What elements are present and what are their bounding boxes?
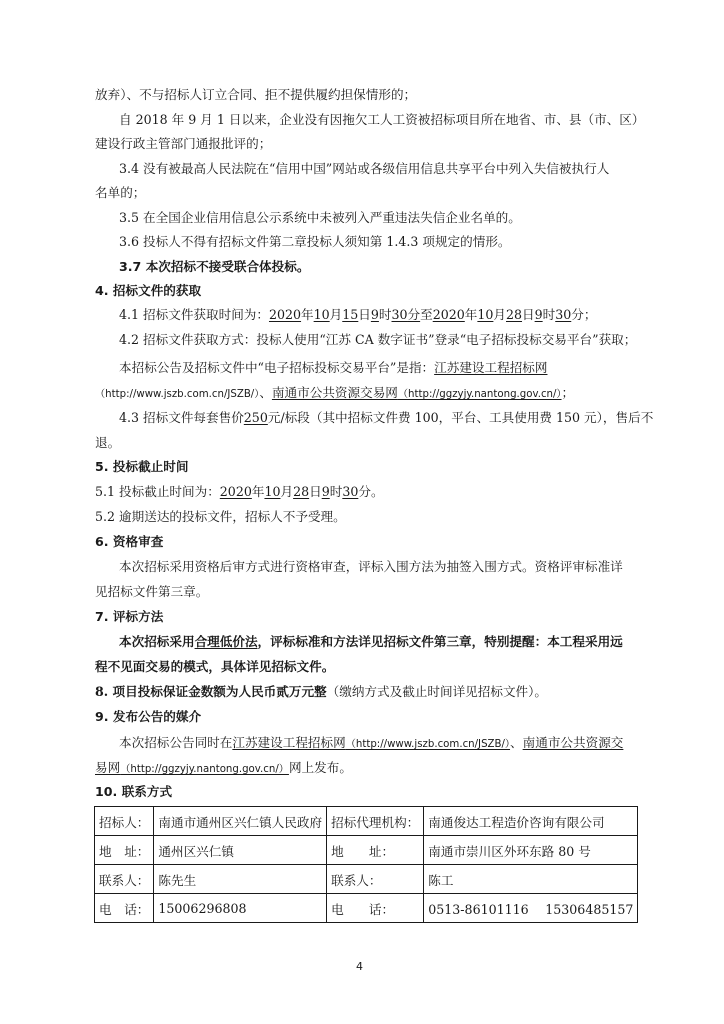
cell-value: 南通市通州区兴仁镇人民政府 bbox=[154, 807, 327, 836]
cell-label: 招标人： bbox=[95, 807, 154, 836]
nantong-link[interactable]: 南通市公共资源交 bbox=[522, 735, 624, 750]
cell-value: 0513-86101116 15306485157 bbox=[424, 894, 638, 923]
text-line: 3.6 投标人不得有招标文件第二章投标人须知第 1.4.3 项规定的情形。 bbox=[119, 234, 511, 249]
cell-label: 联系人： bbox=[327, 865, 424, 894]
text-line-bold: 3.7 本次招标不接受联合体投标。 bbox=[119, 259, 310, 274]
cell-value: 南通市崇川区外环东路 80 号 bbox=[424, 836, 638, 865]
cell-value: 陈先生 bbox=[154, 865, 327, 894]
cell-value: 陈工 bbox=[424, 865, 638, 894]
page-number: 4 bbox=[356, 960, 363, 973]
s7-p2: 程不见面交易的模式，具体详见招标文件。 bbox=[95, 659, 335, 674]
s4-p3: 本招标公告及招标文件中“电子招标投标交易平台”是指：江苏建设工程招标网 bbox=[119, 360, 548, 375]
s6-p2: 见招标文件第三章。 bbox=[95, 584, 209, 599]
table-row bbox=[95, 836, 638, 865]
s4-p4: 4.3 招标文件每套售价250元/标段（其中招标文件费 100，平台、工具使用费 150 元），售后不 bbox=[119, 410, 654, 425]
cell-label: 联系人： bbox=[95, 865, 154, 894]
table-row bbox=[95, 807, 638, 836]
text-line: 放弃）、不与招标人订立合同、拒不提供履约担保情形的； bbox=[95, 87, 417, 102]
cell-value: 通州区兴仁镇 bbox=[154, 836, 327, 865]
cell-value: 15006296808 bbox=[154, 894, 327, 923]
section-heading: 5. 投标截止时间 bbox=[95, 459, 189, 474]
nantong-link[interactable]: 南通市公共资源交易网 bbox=[271, 385, 398, 400]
s6-p1: 本次招标采用资格后审方式进行资格审查，评标入围方法为抽签入围方式。资格评审标准详 bbox=[119, 559, 623, 574]
section-heading: 10. 联系方式 bbox=[95, 784, 173, 799]
cell-label: 招标代理机构： bbox=[327, 807, 424, 836]
text-line: 建设行政主管部门通报批评的； bbox=[95, 136, 272, 151]
table-row bbox=[95, 865, 638, 894]
s4-p4-cont: 退。 bbox=[95, 435, 121, 450]
s4-p2: 4.2 招标文件获取方式：投标人使用“江苏 CA 数字证书”登录“电子招标投标交易平台”获取； bbox=[119, 332, 637, 347]
text-line: 名单的； bbox=[95, 185, 146, 200]
s8-line: 8. 项目投标保证金数额为人民币贰万元整（缴纳方式及截止时间详见招标文件）。 bbox=[95, 684, 548, 699]
text-line: 自 2018 年 9 月 1 日以来，企业没有因拖欠工人工资被招标项目所在地省、市、县（市、区） bbox=[119, 112, 645, 127]
cell-label: 电 话： bbox=[327, 894, 424, 923]
cell-label: 地 址： bbox=[327, 836, 424, 865]
s4-p3-cont: （http://www.jszb.com.cn/JSZB/）、南通市公共资源交易网（http://ggzyjy.nantong.gov.cn/）； bbox=[95, 385, 575, 400]
s7-p1: 本次招标采用合理低价法，评标标准和方法详见招标文件第三章，特别提醒：本工程采用远 bbox=[119, 634, 623, 649]
s4-p1: 4.1 招标文件获取时间为：2020年10月15日9时30分至2020年10月28日9时30分； bbox=[119, 307, 597, 322]
table-row bbox=[95, 894, 638, 923]
jszb-link[interactable]: 江苏建设工程招标网 bbox=[232, 735, 346, 750]
jszb-link[interactable]: 江苏建设工程招标网 bbox=[434, 360, 548, 375]
s5-p2: 5.2 逾期送达的投标文件，招标人不予受理。 bbox=[95, 509, 346, 524]
cell-label: 电 话： bbox=[95, 894, 154, 923]
text-line: 3.5 在全国企业信用信息公示系统中未被列入严重违法失信企业名单的。 bbox=[119, 210, 521, 225]
s5-p1: 5.1 投标截止时间为：2020年10月28日9时30分。 bbox=[95, 484, 384, 499]
section-heading: 4. 招标文件的获取 bbox=[95, 283, 202, 298]
contact-table bbox=[94, 806, 638, 923]
s9-p1: 本次招标公告同时在江苏建设工程招标网（http://www.jszb.com.cn/JSZB/）、南通市公共资源交 bbox=[119, 735, 624, 750]
section-heading: 7. 评标方法 bbox=[95, 609, 164, 624]
cell-value: 南通俊达工程造价咨询有限公司 bbox=[424, 807, 638, 836]
section-heading: 9. 发布公告的媒介 bbox=[95, 709, 202, 724]
s9-p2: 易网（http://ggzyjy.nantong.gov.cn/）网上发布。 bbox=[95, 760, 352, 775]
section-heading: 6. 资格审查 bbox=[95, 534, 164, 549]
cell-label: 地 址： bbox=[95, 836, 154, 865]
text-line: 3.4 没有被最高人民法院在“信用中国”网站或各级信用信息共享平台中列入失信被执行人 bbox=[119, 161, 610, 176]
